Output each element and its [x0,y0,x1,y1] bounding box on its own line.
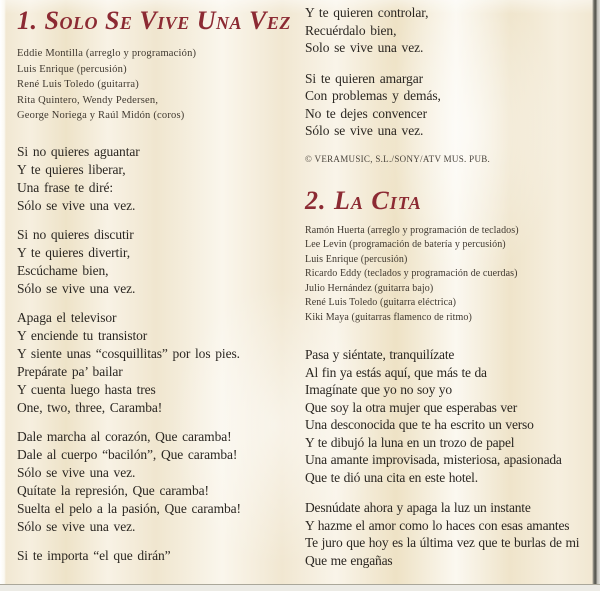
lyric-line: Que me engañas [305,552,393,568]
verse [17,547,285,565]
lyric-line: Que te dió una cita en este hotel. [305,469,478,485]
verse [305,499,593,569]
lyric-line: Sólo se vive una vez. [305,123,424,138]
lyric-line: Y siente unas “cosquillitas” por los pies. [17,345,240,361]
credit-line: Luis Enrique (percusión) [305,253,408,265]
lyric-line: Y te quieren controlar, [305,5,429,20]
track1-lyrics-left [17,143,285,565]
lyric-line: Con problemas y demás, [305,88,441,103]
lyric-line: Sólo se vive una vez. [17,197,136,213]
lyric-line: Al fin ya estás aquí, que más te da [305,364,487,380]
track1-copyright: © VERAMUSIC, S.L./SONY/ATV MUS. PUB. [305,153,491,164]
credit-line: Rita Quintero, Wendy Pedersen, [17,94,159,106]
track1-credits [17,46,285,124]
credit-line: George Noriega y Raúl Midón (coros) [17,110,185,121]
lyric-line: Solo se vive una vez. [305,40,424,55]
lyric-line: One, two, three, Caramba! [17,399,163,415]
lyric-line: Una desconocida que te ha escrito un verso [305,417,534,432]
lyric-line: Si no quieres discutir [17,226,134,242]
right-column [305,0,593,582]
lyric-line: Dale marcha al corazón, Que caramba! [17,428,232,444]
lyric-line: Una frase te diré: [17,179,114,195]
credit-line: René Luis Toledo (guitarra eléctrica) [305,297,457,308]
verse [17,309,285,417]
scan-edge-bottom [0,584,600,591]
verse [17,226,285,298]
credit-line: Lee Levin (programación de batería y percusión) [305,239,506,250]
lyric-line: Pasa y siéntate, tranquilízate [305,347,455,362]
lyric-line: Apaga el televisor [17,309,117,325]
verse [305,346,593,486]
credit-line: Ramón Huerta (arreglo y programación de teclados) [305,224,519,236]
lyric-line: Si te quieren amargar [305,70,423,86]
credit-line: Eddie Montilla (arreglo y programación) [17,48,197,59]
lyric-line: Escúchame bien, [17,262,109,278]
lyric-line: Prepárate pa’ bailar [17,363,123,379]
lyric-line: Sólo se vive una vez. [17,518,136,534]
credit-line: René Luis Toledo (guitarra) [17,79,139,90]
lyric-line: Y enciende tu transistor [17,327,148,343]
track1-heading: 1. Solo Se Vive Una Vez [17,6,291,35]
track2-lyrics [305,346,593,569]
lyric-line: Si te importa “el que dirán” [17,547,171,563]
scan-edge-left [0,0,6,591]
lyric-line: Desnúdate ahora y apaga la luz un instante [305,500,531,515]
lyric-line: No te dejes convencer [305,105,427,121]
lyric-line: Que soy la otra mujer que esperabas ver [305,399,517,415]
track2-credits [305,224,593,326]
lyric-line: Si no quieres aguantar [17,143,140,159]
verse [17,143,285,215]
lyric-line: Una amante improvisada, misteriosa, apasionada [305,452,562,467]
lyric-line: Y te quieres divertir, [17,244,130,260]
verse [305,70,593,140]
lyric-line: Y te dibujó la luna en un trozo de papel [305,434,515,450]
lyric-line: Recuérdalo bien, [305,22,397,38]
credit-line: Kiki Maya (guitarras flamenco de ritmo) [305,311,472,323]
lyric-line: Sólo se vive una vez. [17,280,136,296]
lyric-line: Y te quieres liberar, [17,161,126,177]
track1-lyrics-right [305,4,593,140]
lyric-line: Y hazme el amor como lo haces con esas amantes [305,517,570,533]
lyric-line: Dale al cuerpo “bacilón”, Que caramba! [17,446,238,462]
track2-heading: 2. La Cita [305,185,422,215]
lyric-line: Quítate la represión, Que caramba! [17,482,209,498]
credit-line: Julio Hernández (guitarra bajo) [305,282,434,294]
left-column [17,0,291,576]
lyric-line: Sólo se vive una vez. [17,464,136,480]
credit-line: Luis Enrique (percusión) [17,63,127,75]
verse [305,4,593,57]
lyric-line: Suelta el pelo a la pasión, Que caramba! [17,500,241,516]
lyric-line: Y cuenta luego hasta tres [17,381,156,397]
lyric-line: Te juro que hoy es la última vez que te burlas de mi [305,535,580,550]
credit-line: Ricardo Eddy (teclados y programación de cuerdas) [305,268,518,279]
verse [17,428,285,536]
lyric-line: Imagínate que yo no soy yo [305,382,452,397]
